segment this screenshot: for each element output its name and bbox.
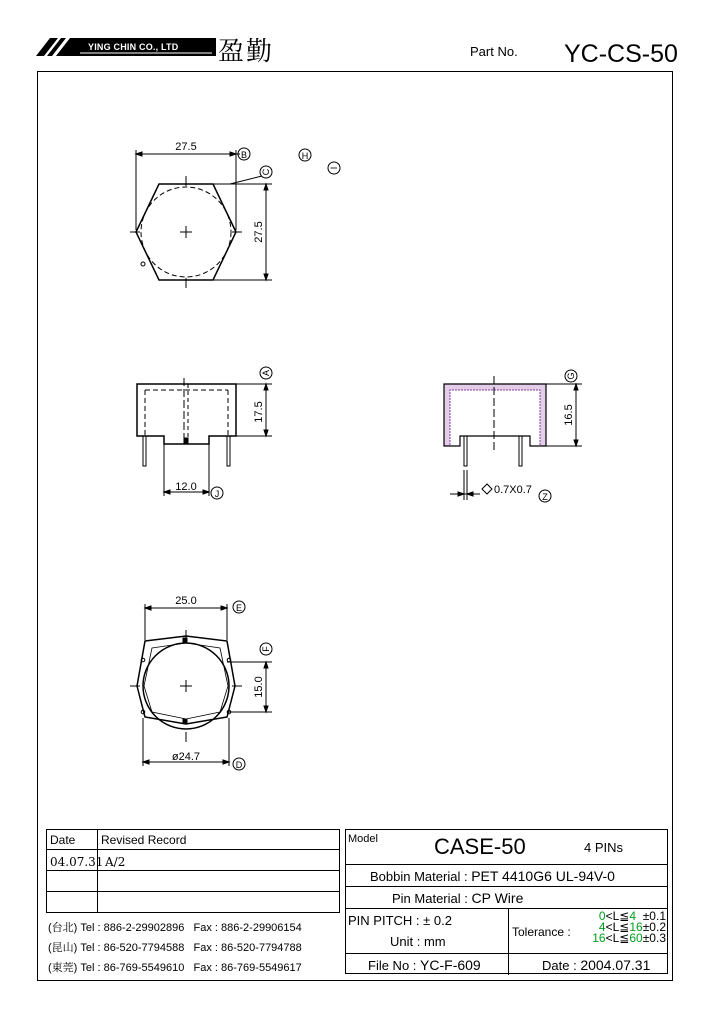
dim-section-height: 16.5 (563, 404, 575, 426)
dim-bottom-width: 25.0 (175, 595, 197, 607)
contact-fax: Fax : 886-2-29906154 (193, 922, 302, 934)
model-label: Model (348, 833, 378, 845)
company-name-cn: 盈勤 (218, 37, 275, 67)
dim-pin-spacing: 12.0 (175, 481, 197, 493)
bottom-view (130, 595, 272, 770)
company-name-en: YING CHIN CO., LTD (88, 42, 179, 52)
revision-row-date: 04.07.31 (50, 855, 104, 869)
revision-table (46, 829, 340, 913)
contact-city: (東莞) (48, 962, 78, 974)
dim-bottom-height: 15.0 (253, 676, 265, 698)
tolerance-row: 16<L≦60±0.3 (592, 931, 666, 945)
callout-e: E (235, 603, 243, 613)
dim-top-width: 27.5 (175, 141, 197, 153)
part-no-label: Part No. (470, 44, 518, 59)
contact-kunshan (48, 939, 302, 955)
bobbin-material-value: PET 4410G6 UL-94V-0 (471, 868, 615, 884)
tolerance-label: Tolerance : (512, 925, 571, 939)
pin-count: 4 PINs (584, 840, 624, 855)
callout-j: J (214, 489, 220, 499)
model-value: CASE-50 (434, 834, 526, 859)
tolerance-row: 0<L≦4 ±0.1 (598, 909, 666, 923)
section-view (444, 370, 582, 502)
revision-record-header: Revised Record (101, 833, 187, 847)
callout-f: F (261, 646, 271, 652)
part-no-value: YC-CS-50 (564, 40, 678, 68)
contact-tel: Tel : 86-769-5549610 (80, 962, 185, 974)
pin-pitch-label: PIN PITCH : (348, 913, 420, 928)
contact-tel: Tel : 886-2-29902896 (80, 922, 185, 934)
callout-i: I (329, 166, 339, 170)
contact-city: (昆山) (48, 942, 78, 954)
callout-a: A (261, 369, 271, 377)
callout-b: B (240, 150, 248, 160)
pin-pitch-value: ± 0.2 (423, 913, 452, 928)
dim-side-height: 17.5 (253, 401, 265, 423)
side-view (137, 367, 272, 499)
unit-value: mm (423, 934, 446, 949)
file-no-value: YC-F-609 (420, 957, 481, 973)
pin-material-value: CP Wire (471, 890, 524, 906)
contact-fax: Fax : 86-520-7794788 (193, 942, 302, 954)
unit-label: Unit : (390, 934, 421, 949)
callout-c: C (261, 168, 271, 176)
contact-tel: Tel : 86-520-7794588 (80, 942, 185, 954)
bobbin-material-label: Bobbin Material : (370, 869, 468, 884)
spec-table (345, 829, 668, 974)
contact-taipei (48, 919, 302, 935)
callout-g: G (566, 372, 576, 380)
date-label: Date : (542, 958, 577, 973)
date-value: 2004.07.31 (580, 957, 651, 973)
callout-d: D (235, 760, 243, 770)
callout-z: Z (542, 492, 548, 502)
revision-date-header: Date (50, 833, 76, 847)
contact-city: (台北) (48, 922, 78, 934)
dim-bottom-diameter: ø24.7 (171, 751, 201, 763)
dim-top-height: 27.5 (253, 221, 265, 243)
dim-pin-size: 0.7X0.7 (494, 484, 532, 496)
tolerance-row: 4<L≦16±0.2 (598, 920, 666, 934)
revision-row-record: A/2 (105, 855, 126, 869)
file-no-label: File No : (368, 958, 417, 973)
contact-dongguan (48, 959, 302, 975)
top-view (130, 141, 340, 288)
callout-h: H (301, 151, 309, 161)
tolerance-rows (574, 911, 666, 944)
pin-material-label: Pin Material : (392, 891, 468, 906)
contact-fax: Fax : 86-769-5549617 (193, 962, 302, 974)
